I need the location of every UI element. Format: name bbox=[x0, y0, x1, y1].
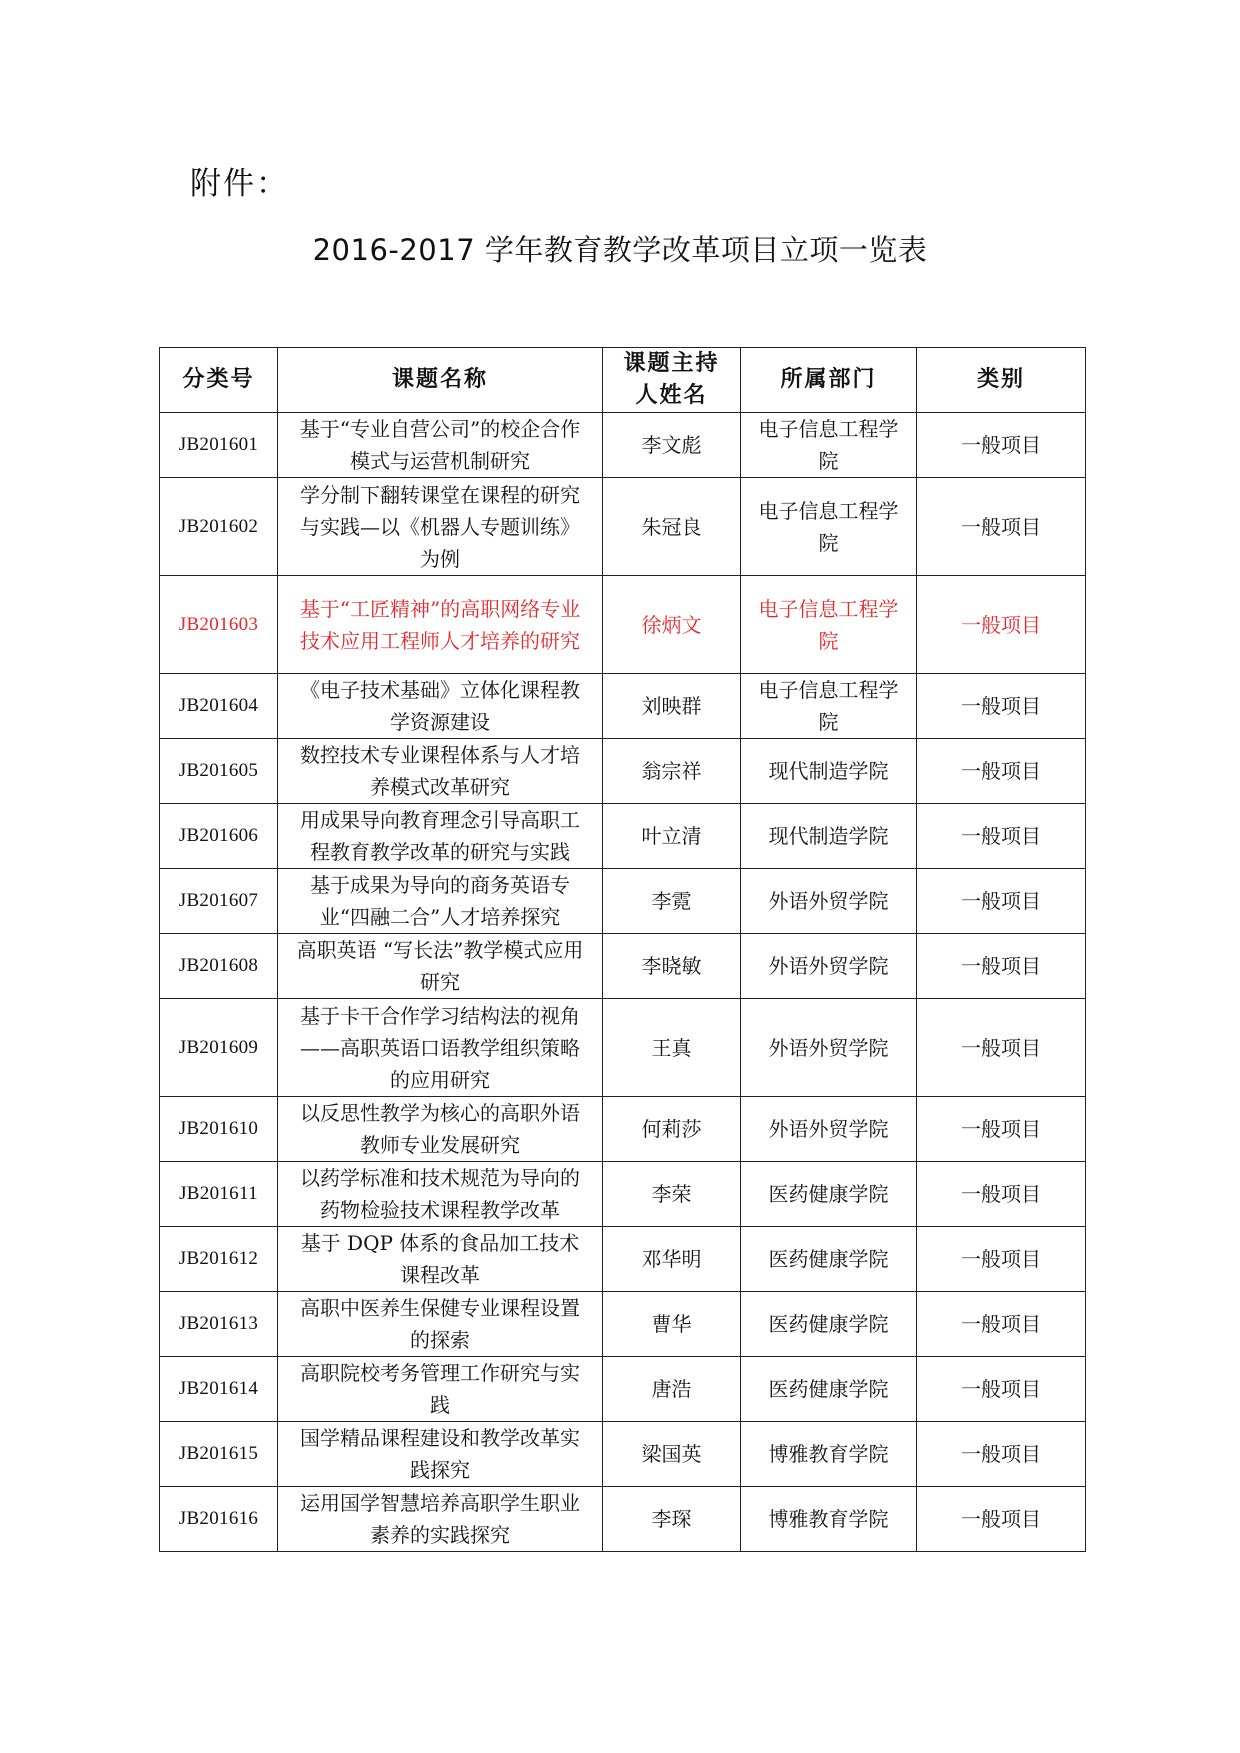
cell-category: 一般项目 bbox=[917, 1227, 1086, 1292]
cell-host: 李琛 bbox=[603, 1487, 741, 1552]
cell-category: 一般项目 bbox=[917, 739, 1086, 804]
cell-project-name: 运用国学智慧培养高职学生职业素养的实践探究 bbox=[278, 1487, 603, 1552]
cell-department: 电子信息工程学院 bbox=[741, 478, 917, 576]
cell-host: 刘映群 bbox=[603, 674, 741, 739]
cell-category: 一般项目 bbox=[917, 1097, 1086, 1162]
cell-host: 李文彪 bbox=[603, 413, 741, 478]
cell-project-name: 基于 DQP 体系的食品加工技术课程改革 bbox=[278, 1227, 603, 1292]
cell-category: 一般项目 bbox=[917, 1487, 1086, 1552]
table-row bbox=[160, 804, 1086, 869]
cell-project-name: 《电子技术基础》立体化课程教学资源建设 bbox=[278, 674, 603, 739]
table-row bbox=[160, 999, 1086, 1097]
cell-code: JB201611 bbox=[160, 1162, 278, 1227]
cell-code: JB201601 bbox=[160, 413, 278, 478]
cell-project-name: 高职英语 “写长法”教学模式应用研究 bbox=[278, 934, 603, 999]
table-row bbox=[160, 934, 1086, 999]
document-title: 2016-2017 学年教育教学改革项目立项一览表 bbox=[312, 233, 928, 267]
table-row bbox=[160, 413, 1086, 478]
cell-category: 一般项目 bbox=[917, 804, 1086, 869]
cell-code: JB201606 bbox=[160, 804, 278, 869]
cell-project-name: 以反思性教学为核心的高职外语教师专业发展研究 bbox=[278, 1097, 603, 1162]
cell-code: JB201602 bbox=[160, 478, 278, 576]
cell-department: 外语外贸学院 bbox=[741, 1097, 917, 1162]
table-row bbox=[160, 869, 1086, 934]
cell-code: JB201607 bbox=[160, 869, 278, 934]
cell-host: 李荣 bbox=[603, 1162, 741, 1227]
cell-host: 唐浩 bbox=[603, 1357, 741, 1422]
cell-project-name: 国学精品课程建设和教学改革实践探究 bbox=[278, 1422, 603, 1487]
cell-host: 翁宗祥 bbox=[603, 739, 741, 804]
cell-project-name: 基于“工匠精神”的高职网络专业技术应用工程师人才培养的研究 bbox=[278, 576, 603, 674]
cell-department: 外语外贸学院 bbox=[741, 999, 917, 1097]
cell-host: 曹华 bbox=[603, 1292, 741, 1357]
cell-department: 电子信息工程学院 bbox=[741, 674, 917, 739]
cell-department: 医药健康学院 bbox=[741, 1292, 917, 1357]
cell-project-name: 高职院校考务管理工作研究与实践 bbox=[278, 1357, 603, 1422]
cell-code: JB201604 bbox=[160, 674, 278, 739]
table-row bbox=[160, 1422, 1086, 1487]
cell-category: 一般项目 bbox=[917, 1292, 1086, 1357]
attachment-label: 附件： bbox=[190, 166, 289, 202]
column-header-dept: 所属部门 bbox=[741, 348, 917, 413]
cell-code: JB201616 bbox=[160, 1487, 278, 1552]
cell-host: 王真 bbox=[603, 999, 741, 1097]
cell-category: 一般项目 bbox=[917, 1422, 1086, 1487]
table-header bbox=[160, 348, 1086, 413]
table-row bbox=[160, 674, 1086, 739]
cell-department: 医药健康学院 bbox=[741, 1357, 917, 1422]
table-row bbox=[160, 1487, 1086, 1552]
cell-department: 电子信息工程学院 bbox=[741, 576, 917, 674]
table-row bbox=[160, 1357, 1086, 1422]
cell-category: 一般项目 bbox=[917, 999, 1086, 1097]
cell-host: 徐炳文 bbox=[603, 576, 741, 674]
cell-category: 一般项目 bbox=[917, 1357, 1086, 1422]
cell-department: 现代制造学院 bbox=[741, 804, 917, 869]
column-header-host: 课题主持人姓名 bbox=[603, 348, 741, 413]
cell-code: JB201605 bbox=[160, 739, 278, 804]
cell-department: 电子信息工程学院 bbox=[741, 413, 917, 478]
cell-department: 博雅教育学院 bbox=[741, 1422, 917, 1487]
cell-host: 李霓 bbox=[603, 869, 741, 934]
cell-project-name: 基于卡干合作学习结构法的视角——高职英语口语教学组织策略的应用研究 bbox=[278, 999, 603, 1097]
table-row bbox=[160, 1097, 1086, 1162]
cell-category: 一般项目 bbox=[917, 478, 1086, 576]
cell-project-name: 学分制下翻转课堂在课程的研究与实践—以《机器人专题训练》为例 bbox=[278, 478, 603, 576]
cell-department: 现代制造学院 bbox=[741, 739, 917, 804]
column-header-name: 课题名称 bbox=[278, 348, 603, 413]
cell-code: JB201603 bbox=[160, 576, 278, 674]
cell-code: JB201609 bbox=[160, 999, 278, 1097]
table-row bbox=[160, 1162, 1086, 1227]
cell-category: 一般项目 bbox=[917, 413, 1086, 478]
cell-project-name: 高职中医养生保健专业课程设置的探索 bbox=[278, 1292, 603, 1357]
cell-host: 梁国英 bbox=[603, 1422, 741, 1487]
cell-category: 一般项目 bbox=[917, 674, 1086, 739]
table-body bbox=[160, 413, 1086, 1552]
cell-category: 一般项目 bbox=[917, 576, 1086, 674]
cell-project-name: 用成果导向教育理念引导高职工程教育教学改革的研究与实践 bbox=[278, 804, 603, 869]
cell-project-name: 以药学标准和技术规范为导向的药物检验技术课程教学改革 bbox=[278, 1162, 603, 1227]
cell-host: 李晓敏 bbox=[603, 934, 741, 999]
table-row bbox=[160, 1227, 1086, 1292]
cell-code: JB201612 bbox=[160, 1227, 278, 1292]
cell-department: 外语外贸学院 bbox=[741, 869, 917, 934]
cell-department: 外语外贸学院 bbox=[741, 934, 917, 999]
cell-code: JB201615 bbox=[160, 1422, 278, 1487]
cell-host: 叶立清 bbox=[603, 804, 741, 869]
cell-code: JB201608 bbox=[160, 934, 278, 999]
column-header-category: 类别 bbox=[917, 348, 1086, 413]
table-row bbox=[160, 739, 1086, 804]
cell-category: 一般项目 bbox=[917, 1162, 1086, 1227]
cell-code: JB201614 bbox=[160, 1357, 278, 1422]
cell-project-name: 数控技术专业课程体系与人才培养模式改革研究 bbox=[278, 739, 603, 804]
cell-department: 博雅教育学院 bbox=[741, 1487, 917, 1552]
cell-host: 何莉莎 bbox=[603, 1097, 741, 1162]
cell-code: JB201613 bbox=[160, 1292, 278, 1357]
cell-category: 一般项目 bbox=[917, 934, 1086, 999]
table-row bbox=[160, 478, 1086, 576]
cell-project-name: 基于“专业自营公司”的校企合作模式与运营机制研究 bbox=[278, 413, 603, 478]
cell-code: JB201610 bbox=[160, 1097, 278, 1162]
column-header-code: 分类号 bbox=[160, 348, 278, 413]
table-row bbox=[160, 576, 1086, 674]
cell-department: 医药健康学院 bbox=[741, 1227, 917, 1292]
cell-project-name: 基于成果为导向的商务英语专业“四融二合”人才培养探究 bbox=[278, 869, 603, 934]
table-row bbox=[160, 1292, 1086, 1357]
cell-category: 一般项目 bbox=[917, 869, 1086, 934]
cell-host: 朱冠良 bbox=[603, 478, 741, 576]
project-table bbox=[159, 347, 1086, 1552]
cell-host: 邓华明 bbox=[603, 1227, 741, 1292]
cell-department: 医药健康学院 bbox=[741, 1162, 917, 1227]
